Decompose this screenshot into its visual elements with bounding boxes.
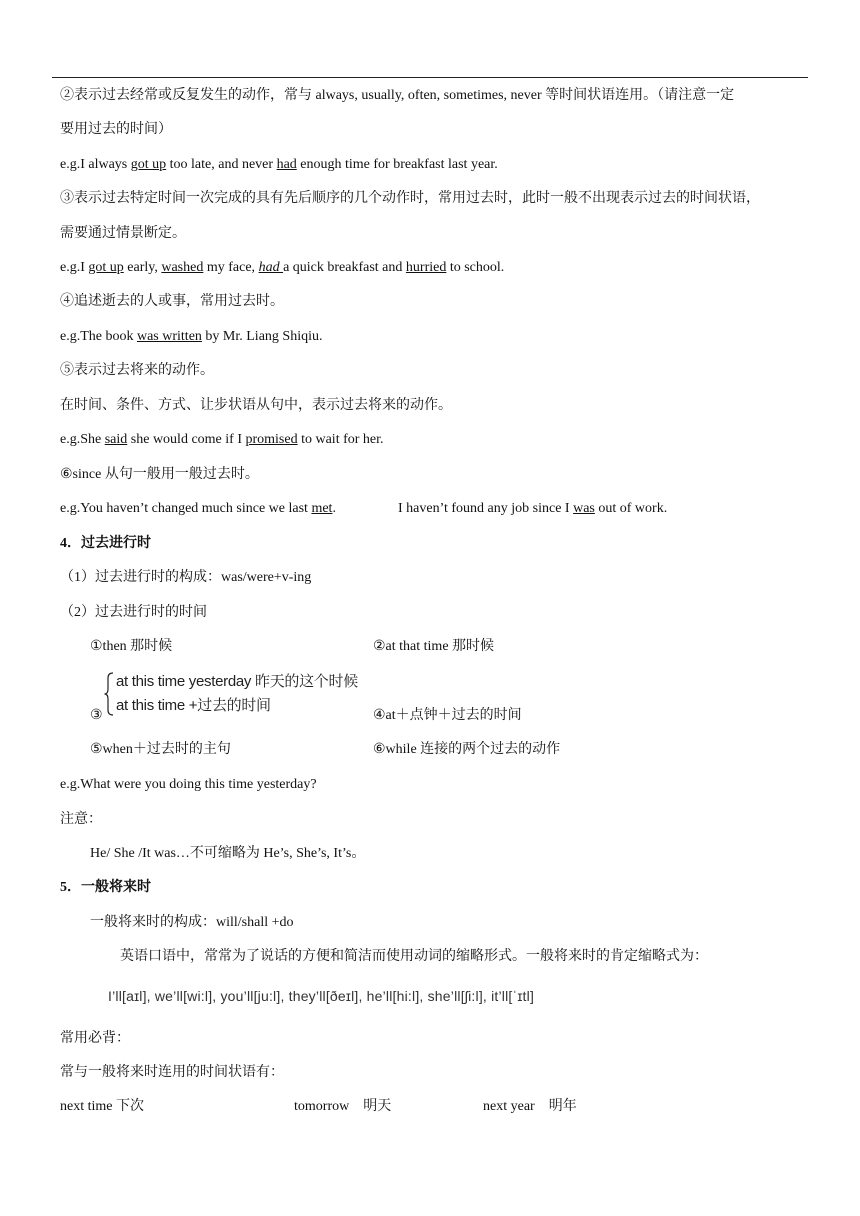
example-text: she would come if I: [127, 432, 246, 447]
contraction-note: 英语口语中，常常为了说话的方便和简洁而使用动词的缩略形式。一般将来时的肯定缩略式为：: [120, 949, 708, 964]
example-3: [60, 258, 504, 278]
example-text: I haven’t found any job since I: [398, 501, 574, 516]
example-text: by Mr. Liang Shiqiu.: [201, 329, 323, 344]
adverbial-item: next time 下次: [60, 1099, 144, 1114]
example-text: a quick breakfast and: [283, 260, 406, 275]
underlined-verb: washed: [161, 260, 204, 275]
example-6a: [60, 499, 336, 519]
example-text: early,: [123, 260, 162, 275]
underlined-verb: promised: [245, 432, 298, 447]
past-continuous-time-title: （2）过去进行时的时间: [60, 605, 207, 620]
example-text: .: [332, 501, 336, 516]
item-3-line-1: ③表示过去特定时间一次完成的具有先后顺序的几个动作时，常用过去时，此时一般不出现表示过去的时间状语，: [60, 191, 760, 206]
example-text: my face,: [203, 260, 259, 275]
adverbial-item: tomorrow 明天: [294, 1099, 392, 1114]
underlined-verb: had: [258, 260, 284, 275]
item-2-line-2: 要用过去的时间）: [60, 122, 172, 137]
example-text: to school.: [446, 260, 505, 275]
example-text: to wait for her.: [297, 432, 384, 447]
underlined-verb: said: [104, 432, 128, 447]
underlined-verb: got up: [88, 260, 124, 275]
past-continuous-form: （1）过去进行时的构成：was/were+v-ing: [60, 570, 312, 585]
simple-future-form: 一般将来时的构成：will/shall +do: [90, 915, 294, 930]
underlined-verb: was: [573, 501, 595, 516]
time-item-3-mark: ③: [90, 708, 103, 723]
note-label: 注意：: [60, 812, 102, 827]
time-item-4: ④at＋点钟＋过去的时间: [373, 708, 522, 723]
example-5: [60, 430, 384, 450]
underlined-verb: had: [276, 157, 297, 172]
example-text: e.g.The book: [60, 329, 137, 344]
note-text: He/ She /It was…不可缩略为 He’s, She’s, It’s。: [90, 846, 366, 861]
example-2: [60, 155, 498, 175]
time-item-1: ①then 那时候: [90, 639, 173, 654]
item-5: ⑤表示过去将来的动作。: [60, 363, 214, 378]
time-item-2: ②at that time 那时候: [373, 639, 495, 654]
time-item-5: ⑤when＋过去时的主句: [90, 742, 231, 757]
example-6b: [398, 499, 667, 519]
section-heading-simple-future: 5．一般将来时: [60, 880, 151, 895]
item-6: ⑥since 从句一般用一般过去时。: [60, 467, 259, 482]
memorize-label: 常用必背：: [60, 1031, 130, 1046]
example-text: too late, and never: [166, 157, 277, 172]
example-4: [60, 327, 322, 347]
underlined-verb: hurried: [405, 260, 447, 275]
example-text: e.g.I always: [60, 157, 131, 172]
item-3-line-2: 需要通过情景断定。: [60, 226, 186, 241]
example-text: out of work.: [594, 501, 668, 516]
time-item-6: ⑥while 连接的两个过去的动作: [373, 742, 561, 757]
example-text: e.g.You haven’t changed much since we last: [60, 501, 312, 516]
curly-brace-icon: [104, 672, 114, 716]
example-text: enough time for breakfast last year.: [296, 157, 498, 172]
underlined-verb: was written: [136, 329, 202, 344]
time-item-3-line-2: at this time +过去的时间: [116, 697, 271, 714]
item-4: ④追述逝去的人或事，常用过去时。: [60, 294, 284, 309]
example-text: e.g.I: [60, 260, 89, 275]
adverbials-title: 常与一般将来时连用的时间状语有：: [60, 1065, 284, 1080]
item-5-note: 在时间、条件、方式、让步状语从句中，表示过去将来的动作。: [60, 398, 452, 413]
header-rule: [52, 77, 808, 78]
past-continuous-example: e.g.What were you doing this time yesterday?: [60, 777, 317, 792]
time-item-3-line-1: at this time yesterday 昨天的这个时候: [116, 673, 358, 690]
example-text: e.g.She: [60, 432, 105, 447]
section-heading-past-continuous: 4．过去进行时: [60, 536, 151, 551]
underlined-verb: met: [311, 501, 333, 516]
phonetic-contractions: I’ll[aɪl], we’ll[wi:l], you’ll[ju:l], they’ll[ðeɪl], he’ll[hi:l], she’ll[ʃi:l], it’ll[ˈɪtl]: [108, 988, 535, 1004]
item-2-line-1: ②表示过去经常或反复发生的动作，常与 always, usually, often, sometimes, never 等时间状语连用。（请注意一定: [60, 88, 735, 103]
adverbial-item: next year 明年: [483, 1099, 577, 1114]
underlined-verb: got up: [130, 157, 167, 172]
